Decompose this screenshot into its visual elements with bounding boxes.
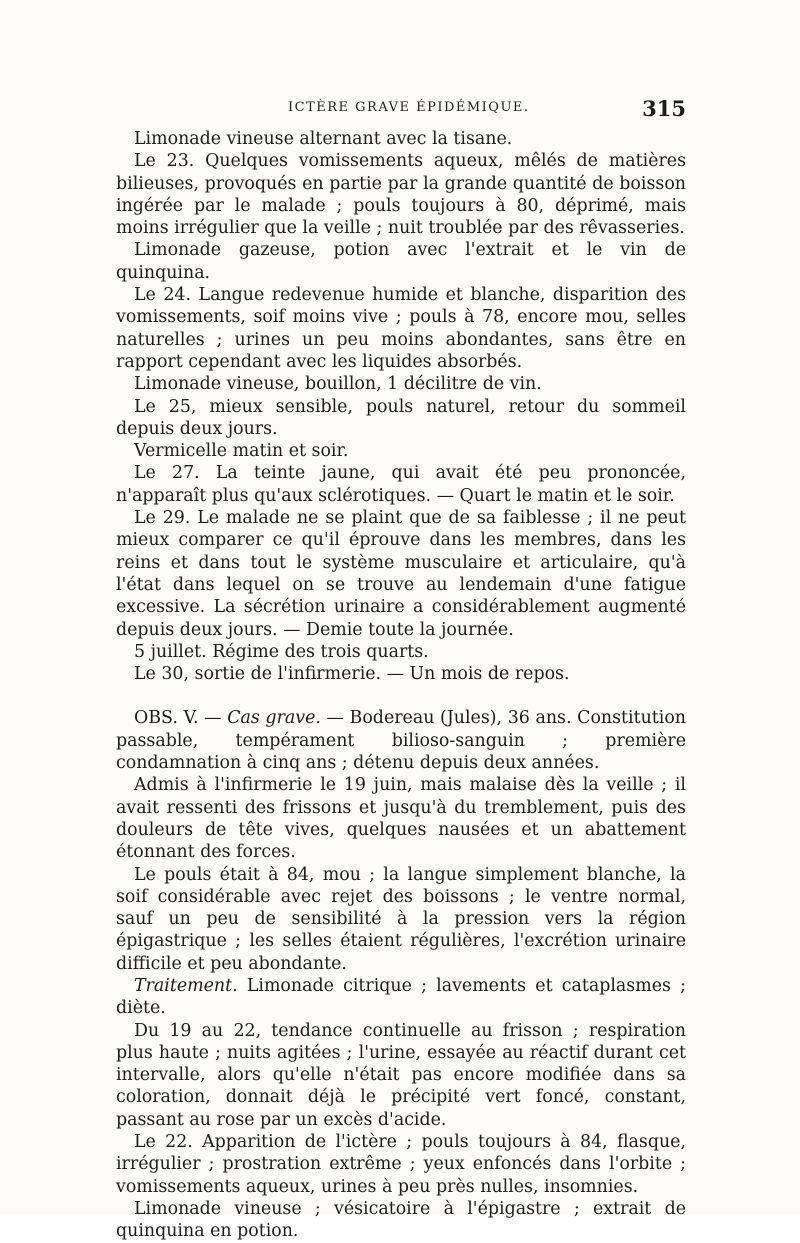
paragraph-text: — Bodereau (Jules), 36 ans. Constitution passable, tempérament bilioso-sanguin ; première condamnation à cinq ans ; détenu depuis deux années. bbox=[116, 708, 686, 774]
paragraph bbox=[116, 128, 686, 150]
paragraph bbox=[116, 373, 686, 395]
paragraph bbox=[116, 864, 686, 975]
paragraph bbox=[116, 975, 686, 1020]
paragraph-text: Le 30, sortie de l'infirmerie. — Un mois de repos. bbox=[134, 664, 570, 685]
page-header bbox=[116, 96, 686, 122]
paragraph-text: Limonade vineuse alternant avec la tisane. bbox=[134, 129, 513, 149]
paragraph-text: Limonade gazeuse, potion avec l'extrait et le vin de quinquina. bbox=[116, 240, 686, 283]
paragraph-text: Limonade citrique ; lavements et cataplasmes ; diète. bbox=[116, 975, 686, 1019]
paragraph bbox=[116, 1020, 686, 1131]
paragraph-text: Le 24. Langue redevenue humide et blanche, disparition des vomissements, soif moins vive ; pouls à 78, encore mou, selles naturelles ; urines un peu moins abondantes, sans être en rapport cependant avec les liquides absorbés. bbox=[116, 285, 686, 372]
treatment-label: Traitement. bbox=[134, 975, 238, 996]
paragraph-text: Vermicelle matin et soir. bbox=[134, 441, 349, 462]
case-severity: Cas grave. bbox=[227, 708, 321, 729]
paragraph-text: Le 23. Quelques vomissements aqueux, mêlés de matières bilieuses, provoqués en partie par la grande quantité de boisson ingérée par le malade ; pouls toujours à 80, déprimé, mais moins irrégulier que la veille ; nuit troublée par des rêvasseries. bbox=[116, 151, 686, 239]
observation-heading-paragraph bbox=[116, 707, 686, 774]
paragraph-text: Le pouls était à 84, mou ; la langue simplement blanche, la soif considérable avec rejet des boissons ; le ventre normal, sauf un peu de sensibilité à la pression vers la région épigastrique ; les selles étaient régulières, l'excrétion urinaire difficile et peu abondante. bbox=[116, 864, 686, 974]
paragraph bbox=[116, 1198, 686, 1243]
paragraph-text: 5 juillet. Régime des trois quarts. bbox=[134, 641, 429, 662]
paragraph-text: Limonade vineuse, bouillon, 1 décilitre de vin. bbox=[134, 374, 542, 395]
running-title: ICTÈRE GRAVE ÉPIDÉMIQUE. bbox=[288, 100, 530, 115]
paragraph-text: Le 22. Apparition de l'ictère ; pouls toujours à 84, flasque, irrégulier ; prostration extrême ; yeux enfoncés dans l'orbite ; vomissements aqueux, urines à peu près nulles, insomnies. bbox=[116, 1132, 686, 1197]
paragraph bbox=[116, 440, 686, 462]
paragraph-text: Le 25, mieux sensible, pouls naturel, retour du sommeil depuis deux jours. bbox=[116, 396, 686, 439]
page-body bbox=[116, 128, 686, 1243]
paragraph bbox=[116, 1131, 686, 1198]
paragraph bbox=[116, 239, 686, 284]
paragraph bbox=[116, 462, 686, 507]
paragraph bbox=[116, 396, 686, 441]
paragraph bbox=[116, 774, 686, 863]
paragraph-text: Limonade vineuse ; vésicatoire à l'épigastre ; extrait de quinquina en potion. bbox=[116, 1198, 686, 1242]
paragraph bbox=[116, 507, 686, 641]
paragraph bbox=[116, 150, 686, 239]
paragraph-text: Le 29. Le malade ne se plaint que de sa faiblesse ; il ne peut mieux comparer ce qu'il éprouve dans les membres, dans les reins et dans tout le système musculaire et articulaire, qu'à l'état dans lequel on se trouve au lendemain d'une fatigue excessive. La sécrétion urinaire a considérablement augmenté depuis deux jours. — Demie toute la journée. bbox=[116, 508, 686, 640]
page-number: 315 bbox=[642, 96, 686, 121]
paragraph-text: Du 19 au 22, tendance continuelle au frisson ; respiration plus haute ; nuits agitées ; l'urine, essayée au réactif durant cet intervalle, alors qu'elle n'était pas encore modifiée dans sa coloration, donnait déjà le précipité vert foncé, constant, passant au rose par un excès d'acide. bbox=[116, 1020, 686, 1130]
paragraph-text: Le 27. La teinte jaune, qui avait été peu prononcée, n'apparaît plus qu'aux sclérotiques. — Quart le matin et le soir. bbox=[116, 463, 686, 506]
paragraph bbox=[116, 641, 686, 663]
paragraph bbox=[116, 663, 686, 685]
observation-label: OBS. V. — bbox=[134, 708, 228, 729]
paragraph bbox=[116, 284, 686, 373]
paragraph-text: Admis à l'infirmerie le 19 juin, mais malaise dès la veille ; il avait ressenti des frissons et jusqu'à du tremblement, puis des douleurs de tête vives, quelques nausées et un abattement étonnant des forces. bbox=[116, 775, 686, 863]
